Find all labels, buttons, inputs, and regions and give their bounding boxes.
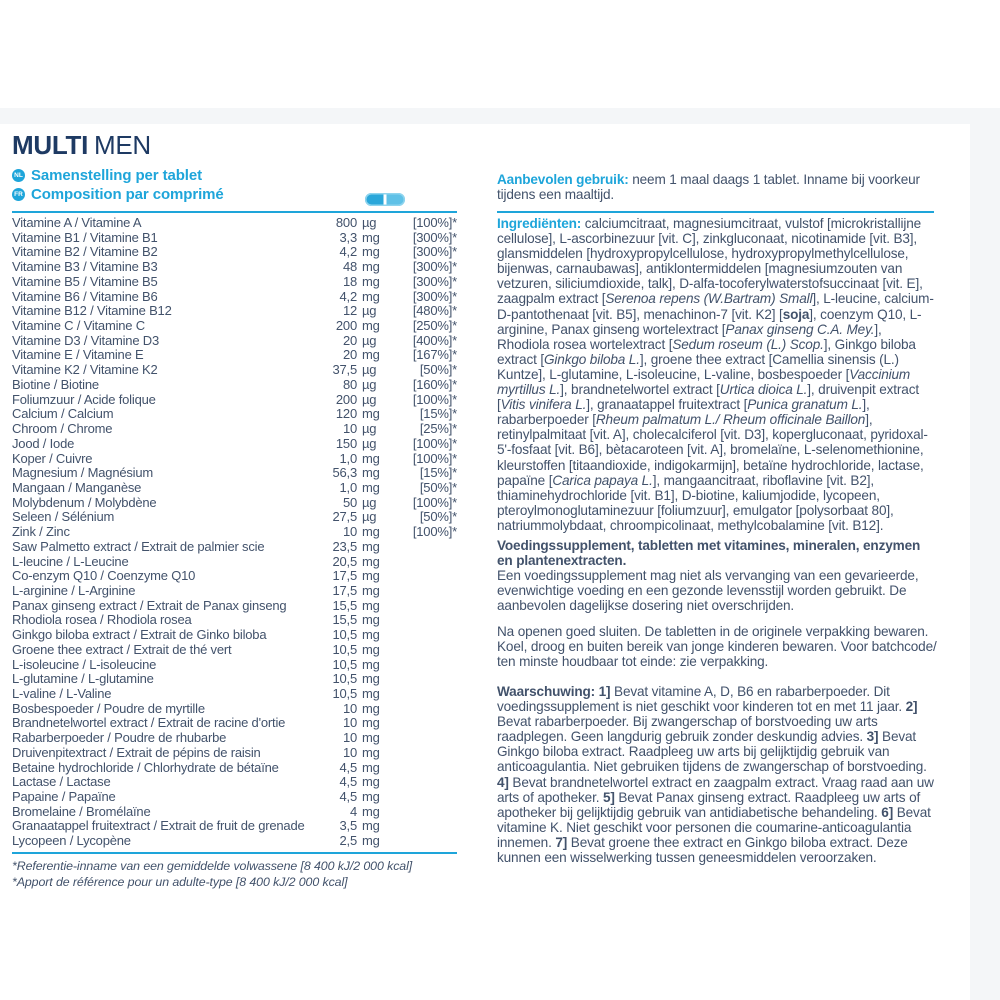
- ingredient-unit: mg: [362, 818, 380, 834]
- ingredient-reference-intake: [383, 746, 457, 761]
- ingredient-amount: 50: [342, 494, 357, 510]
- table-row: [12, 746, 457, 761]
- ingredients-paragraph: [497, 216, 937, 533]
- ingredient-reference-intake: [383, 643, 457, 658]
- ingredient-unit: mg: [362, 730, 380, 746]
- table-row: [12, 643, 457, 658]
- ingredient-unit: µg: [362, 494, 377, 510]
- table-row: [12, 834, 457, 849]
- supplement-statement: [497, 538, 937, 613]
- ingredient-name: Bosbespoeder / Poudre de myrtille: [12, 701, 205, 716]
- ingredient-amount: 10,5: [332, 686, 357, 701]
- ingredient-name: Lycopeen / Lycopène: [12, 834, 131, 849]
- ingredient-name: L-leucine / L-Leucine: [12, 554, 129, 569]
- ingredient-reference-intake: [300%]*: [412, 259, 457, 275]
- ingredient-amount: 80: [342, 376, 357, 392]
- ingredient-amount: 10: [342, 421, 357, 437]
- ingredient-name: Lactase / Lactase: [12, 775, 111, 790]
- ingredient-reference-intake: [250%]*: [412, 318, 457, 334]
- table-row: [12, 378, 457, 393]
- ingredient-reference-intake: [100%]*: [412, 391, 457, 407]
- ingredient-reference-intake: [300%]*: [412, 229, 457, 245]
- ingredient-reference-intake: [383, 819, 457, 834]
- ingredient-unit: µg: [362, 215, 377, 230]
- ingredient-unit: mg: [362, 789, 380, 805]
- ingredient-reference-intake: [383, 628, 457, 643]
- table-row: [12, 407, 457, 422]
- ingredient-name: Groene thee extract / Extrait de thé vert: [12, 642, 232, 657]
- table-row: [12, 525, 457, 540]
- tablet-icon: [365, 193, 405, 206]
- ingredient-amount: 18: [342, 273, 357, 289]
- composition-headers: [12, 166, 224, 204]
- ingredient-unit: mg: [362, 273, 380, 289]
- table-row: [12, 304, 457, 319]
- ingredient-name: Vitamine B3 / Vitamine B3: [12, 260, 158, 275]
- warning-paragraph: [497, 684, 937, 865]
- divider: [12, 852, 457, 854]
- ingredient-name: Rhodiola rosea / Rhodiola rosea: [12, 613, 192, 628]
- ingredient-name: Vitamine B12 / Vitamine B12: [12, 304, 172, 319]
- table-row: [12, 569, 457, 584]
- fr-flag-badge: FR: [12, 188, 25, 201]
- table-row: [12, 496, 457, 511]
- table-row: [12, 702, 457, 717]
- ingredient-unit: mg: [362, 568, 380, 584]
- ingredient-amount: 37,5: [332, 362, 357, 378]
- ingredient-unit: mg: [362, 833, 380, 849]
- ingredient-unit: µg: [362, 303, 377, 319]
- ingredient-name: Magnesium / Magnésium: [12, 466, 154, 481]
- ingredient-name: Papaine / Papaïne: [12, 790, 116, 805]
- ingredient-reference-intake: [383, 569, 457, 584]
- ingredient-unit: mg: [362, 347, 380, 363]
- ingredient-name: Panax ginseng extract / Extrait de Panax ginseng: [12, 598, 287, 613]
- ingredient-name: Betaine hydrochloride / Chlorhydrate de bétaïne: [12, 760, 279, 775]
- ingredient-reference-intake: [100%]*: [412, 450, 457, 466]
- ingredient-unit: mg: [362, 450, 380, 466]
- ingredient-name: Mangaan / Manganèse: [12, 480, 142, 495]
- ingredient-reference-intake: [383, 584, 457, 599]
- ingredient-name: Vitamine B1 / Vitamine B1: [12, 230, 158, 245]
- divider: [497, 211, 934, 213]
- ingredient-amount: 10: [342, 700, 357, 716]
- ingredient-reference-intake: [160%]*: [412, 376, 457, 392]
- ingredient-amount: 20: [342, 332, 357, 348]
- ingredient-name: Seleen / Sélénium: [12, 510, 115, 525]
- ingredient-amount: 150: [335, 435, 357, 451]
- ingredient-unit: µg: [362, 332, 377, 348]
- ingredient-unit: mg: [362, 686, 380, 701]
- table-row: [12, 437, 457, 452]
- ingredient-amount: 56,3: [332, 465, 357, 481]
- ingredient-name: Saw Palmetto extract / Extrait de palmier scie: [12, 539, 265, 554]
- ingredient-name: Bromelaine / Bromélaïne: [12, 804, 151, 819]
- ingredient-name: Rabarberpoeder / Poudre de rhubarbe: [12, 731, 227, 746]
- ingredient-amount: 15,5: [332, 612, 357, 628]
- ingredient-reference-intake: [400%]*: [412, 332, 457, 348]
- table-row: [12, 319, 457, 334]
- ingredient-reference-intake: [383, 540, 457, 555]
- ingredient-name: Granaatappel fruitextract / Extrait de fruit de grenade: [12, 819, 305, 834]
- ingredient-name: L-isoleucine / L-isoleucine: [12, 657, 157, 672]
- ingredient-amount: 4,5: [339, 789, 357, 805]
- ingredient-name: Vitamine C / Vitamine C: [12, 319, 145, 334]
- ingredients-label: Ingrediënten:: [497, 216, 582, 231]
- ingredient-unit: mg: [362, 553, 380, 569]
- ingredient-reference-intake: [15%]*: [419, 406, 457, 422]
- table-row: [12, 731, 457, 746]
- ingredient-amount: 3,5: [339, 818, 357, 834]
- divider: [12, 211, 457, 213]
- ingredient-amount: 23,5: [332, 538, 357, 554]
- footnote-nl: *Referentie-inname van een gemiddelde volwassene [8 400 kJ/2 000 kcal]: [12, 859, 413, 873]
- ingredient-unit: mg: [362, 612, 380, 628]
- ingredient-reference-intake: [383, 599, 457, 614]
- ingredient-unit: µg: [362, 435, 377, 451]
- table-row: [12, 555, 457, 570]
- table-row: [12, 466, 457, 481]
- table-row: [12, 687, 457, 702]
- ingredient-unit: mg: [362, 538, 380, 554]
- ingredient-unit: mg: [362, 641, 380, 657]
- ingredient-amount: 4: [349, 803, 357, 819]
- ingredient-amount: 10,5: [332, 656, 357, 672]
- ingredient-amount: 48: [342, 259, 357, 275]
- table-row: [12, 628, 457, 643]
- ingredient-reference-intake: [383, 702, 457, 717]
- table-row: [12, 510, 457, 525]
- ingredient-reference-intake: [383, 805, 457, 820]
- ingredient-reference-intake: [383, 834, 457, 849]
- ingredient-amount: 120: [335, 406, 357, 422]
- ingredient-unit: mg: [362, 759, 380, 775]
- ingredient-reference-intake: [383, 731, 457, 746]
- ingredient-reference-intake: [480%]*: [412, 303, 457, 319]
- ingredient-name: Vitamine K2 / Vitamine K2: [12, 363, 158, 378]
- ingredient-reference-intake: [167%]*: [412, 347, 457, 363]
- ingredient-name: Brandnetelwortel extract / Extrait de racine d'ortie: [12, 716, 286, 731]
- ingredient-unit: mg: [362, 229, 380, 245]
- table-row: [12, 658, 457, 673]
- table-row: [12, 599, 457, 614]
- ingredient-reference-intake: [383, 790, 457, 805]
- storage-instructions: [497, 624, 937, 669]
- ingredient-name: Vitamine A / Vitamine A: [12, 216, 142, 230]
- table-row: [12, 819, 457, 834]
- usage-paragraph: [497, 172, 937, 202]
- ingredient-amount: 20,5: [332, 553, 357, 569]
- ingredient-unit: µg: [362, 376, 377, 392]
- ingredient-name: Biotine / Biotine: [12, 377, 99, 392]
- table-row: [12, 334, 457, 349]
- ingredient-unit: mg: [362, 700, 380, 716]
- ingredient-unit: mg: [362, 244, 380, 260]
- ingredient-amount: 17,5: [332, 582, 357, 598]
- ingredient-reference-intake: [300%]*: [412, 273, 457, 289]
- ingredient-unit: µg: [362, 362, 377, 378]
- ingredient-amount: 10,5: [332, 627, 357, 643]
- title-primary: MULTI: [12, 130, 88, 160]
- ingredient-unit: µg: [362, 421, 377, 437]
- ingredient-unit: mg: [362, 406, 380, 422]
- ingredient-unit: mg: [362, 627, 380, 643]
- table-row: [12, 613, 457, 628]
- ingredient-name: Foliumzuur / Acide folique: [12, 392, 156, 407]
- ingredient-reference-intake: [100%]*: [412, 215, 457, 230]
- table-row: [12, 422, 457, 437]
- table-row: [12, 363, 457, 378]
- ingredient-unit: mg: [362, 318, 380, 334]
- ingredient-name: Druivenpitextract / Extrait de pépins de raisin: [12, 745, 261, 760]
- ingredient-amount: 15,5: [332, 597, 357, 613]
- ingredient-name: Molybdenum / Molybdène: [12, 495, 157, 510]
- table-row: [12, 348, 457, 363]
- ingredient-reference-intake: [100%]*: [412, 435, 457, 451]
- ingredient-name: L-valine / L-Valine: [12, 687, 112, 701]
- table-row: [12, 790, 457, 805]
- ingredient-unit: mg: [362, 259, 380, 275]
- usage-text: neem 1 maal daags 1 tablet. Inname bij voorkeur tijdens een maaltijd.: [497, 172, 920, 203]
- table-row: [12, 761, 457, 776]
- ingredient-name: Chroom / Chrome: [12, 422, 113, 437]
- ingredient-amount: 2,5: [339, 833, 357, 849]
- ingredient-name: Vitamine B5 / Vitamine B5: [12, 274, 158, 289]
- title-secondary: MEN: [94, 130, 151, 160]
- ingredient-name: Zink / Zinc: [12, 525, 70, 540]
- ingredient-reference-intake: [383, 761, 457, 776]
- table-row: [12, 584, 457, 599]
- ingredient-reference-intake: [50%]*: [419, 509, 457, 525]
- table-row: [12, 775, 457, 790]
- ingredient-amount: 3,3: [339, 229, 357, 245]
- ingredient-reference-intake: [383, 672, 457, 687]
- table-row: [12, 290, 457, 305]
- ingredient-reference-intake: [300%]*: [412, 288, 457, 304]
- table-row: [12, 275, 457, 290]
- ingredient-unit: mg: [362, 524, 380, 540]
- ingredient-amount: 4,5: [339, 759, 357, 775]
- table-row: [12, 540, 457, 555]
- ingredient-unit: µg: [362, 391, 377, 407]
- ingredient-name: Vitamine B2 / Vitamine B2: [12, 245, 158, 260]
- ingredient-amount: 27,5: [332, 509, 357, 525]
- header-fr-label: Composition par comprimé: [31, 186, 224, 203]
- table-row: [12, 245, 457, 260]
- ingredient-name: Vitamine D3 / Vitamine D3: [12, 333, 159, 348]
- ingredient-unit: mg: [362, 656, 380, 672]
- ingredient-reference-intake: [300%]*: [412, 244, 457, 260]
- page-edge-top: [0, 108, 1000, 124]
- ingredient-reference-intake: [50%]*: [419, 479, 457, 495]
- table-row: [12, 672, 457, 687]
- nl-flag-badge: NL: [12, 169, 25, 182]
- ingredient-reference-intake: [383, 555, 457, 570]
- ingredient-unit: mg: [362, 479, 380, 495]
- ingredient-unit: mg: [362, 465, 380, 481]
- ingredient-reference-intake: [383, 658, 457, 673]
- ingredient-reference-intake: [100%]*: [412, 494, 457, 510]
- table-row: [12, 231, 457, 246]
- ingredient-amount: 200: [335, 318, 357, 334]
- ingredient-reference-intake: [50%]*: [419, 362, 457, 378]
- ingredient-unit: mg: [362, 774, 380, 790]
- ingredient-amount: 10,5: [332, 671, 357, 687]
- ingredient-name: Jood / Iode: [12, 436, 75, 451]
- supplement-heading: Voedingssupplement, tabletten met vitamines, mineralen, enzymen en plantenextracten.: [497, 538, 921, 569]
- ingredient-amount: 1,0: [339, 479, 357, 495]
- ingredient-amount: 4,2: [339, 288, 357, 304]
- ingredient-amount: 12: [342, 303, 357, 319]
- ingredient-unit: mg: [362, 582, 380, 598]
- ingredient-amount: 800: [335, 215, 357, 230]
- page-edge-right: [970, 108, 1000, 1000]
- ingredient-reference-intake: [383, 613, 457, 628]
- header-nl-label: Samenstelling per tablet: [31, 167, 202, 184]
- table-row: [12, 805, 457, 820]
- table-row: [12, 716, 457, 731]
- footnote-fr: *Apport de référence pour un adulte-type [8 400 kJ/2 000 kcal]: [12, 874, 348, 889]
- ingredient-name: Vitamine E / Vitamine E: [12, 348, 144, 363]
- storage-text: Na openen goed sluiten. De tabletten in de originele verpakking bewaren. Koel, droog en buiten bereik van jonge kinderen bewaren. Voor batchcode/ ten minste houdbaar tot einde: zie verpakking.: [497, 624, 937, 670]
- ingredient-name: Vitamine B6 / Vitamine B6: [12, 289, 158, 304]
- ingredient-unit: mg: [362, 744, 380, 760]
- table-row: [12, 452, 457, 467]
- ingredient-name: L-arginine / L-Arginine: [12, 583, 136, 598]
- ingredient-name: Calcium / Calcium: [12, 407, 114, 422]
- ingredient-reference-intake: [383, 775, 457, 790]
- supplement-body: Een voedingssupplement mag niet als vervanging van een gevarieerde, evenwichtige voeding en een gezonde levensstijl worden gebruikt. De aanbevolen dagelijkse dosering niet overschrijden.: [497, 568, 919, 614]
- ingredient-amount: 1,0: [339, 450, 357, 466]
- table-row: [12, 481, 457, 496]
- ingredients-text: calciumcitraat, magnesiumcitraat, vulstof [microkristallijne cellulose], L-ascorbinezuur [vit. C], zinkgluconaat, nicotinamide [vit. B3], glansmiddelen [hydroxypropylcellulose, hydroxypropylmethylcellulose, bijenwas, carnaubawas], antiklontermiddelen [magnesiumzouten van vetzuren, siliciumdioxide, talk], D-alfa-tocoferylwaterstofsuccinaat [vit. E], zaagpalm extract [Serenoa repens (W.Bartram) Small], L-leucine, calcium-D-pantothenaat [vit. B5], menachinon-7 [vit. K2] [soja], coenzym Q10, L-arginine, Panax ginseng wortelextract [Panax ginseng C.A. Mey.], Rhodiola rosea wortelextract [Sedum roseum (L.) Scop.], Ginkgo biloba extract [Ginkgo biloba L.], groene thee extract [Camellia sinensis (L.) Kuntze], L-glutamine, L-isoleucine, L-valine, bosbespoeder [Vaccinium myrtillus L.], brandnetelwortel extract [Urtica dioica L.], druivenpit extract [Vitis vinifera L.], granaatappel fruitextract [Punica granatum L.], rabarberpoeder [Rheum palmatum L./ Rheum officinale Baillon], retinylpalmitaat [vit. A], cholecalciferol [vit. D3], kopergluconaat, pyridoxal-5'-fosfaat [vit. B6], bètacaroteen [vit. A], bromelaïne, L-selenomethionine, kleurstoffen [titaandioxide, indigokarmijn], betaïne hydrochloride, lactase, papaïne [Carica papaya L.], mangaancitraat, riboflavine [vit. B2], thiaminehydrochloride [vit. B1], D-biotine, kaliumjodide, lycopeen, pteroylmonoglutaminezuur [foliumzuur], emulgator [polysorbaat 80], natriummolybdaat, chroompicolinaat, methylcobalamine [vit. B12].: [497, 216, 934, 533]
- header-nl: [12, 166, 224, 185]
- ingredient-unit: mg: [362, 597, 380, 613]
- ingredient-name: Co-enzym Q10 / Coenzyme Q10: [12, 569, 196, 584]
- ingredient-amount: 10,5: [332, 641, 357, 657]
- ingredient-amount: 10: [342, 730, 357, 746]
- ingredient-unit: mg: [362, 715, 380, 731]
- ingredient-name: Ginkgo biloba extract / Extrait de Ginko biloba: [12, 628, 267, 643]
- table-row: [12, 260, 457, 275]
- warning-text: Waarschuwing: 1] Bevat vitamine A, D, B6 en rabarberpoeder. Dit voedingssupplement is niet geschikt voor kinderen tot en met 11 jaar. 2] Bevat rabarberpoeder. Bij zwangerschap of borstvoeding uw arts raadplegen. Geen langdurig gebruik zonder deskundig advies. 3] Bevat Ginkgo biloba extract. Raadpleeg uw arts bij gelijktijdig gebruik van anticoagulantia. Niet gebruiken tijdens de zwangerschap of borstvoeding. 4] Bevat brandnetelwortel extract en zaagpalm extract. Vraag raad aan uw arts of apotheker. 5] Bevat Panax ginseng extract. Raadpleeg uw arts of apotheker bij gelijktijdig gebruik van antidiabetische behandeling. 6] Bevat vitamine K. Niet geschikt voor personen die coumarine-anticoagulantia innemen. 7] Bevat groene thee extract en Ginkgo biloba extract. Deze kunnen een wisselwerking tussen geneesmiddelen veroorzaken.: [497, 684, 934, 866]
- ingredient-unit: µg: [362, 509, 377, 525]
- ingredient-amount: 10: [342, 715, 357, 731]
- ingredient-reference-intake: [100%]*: [412, 524, 457, 540]
- ingredient-amount: 20: [342, 347, 357, 363]
- table-row: [12, 216, 457, 231]
- ingredient-amount: 200: [335, 391, 357, 407]
- ingredient-amount: 10: [342, 524, 357, 540]
- ingredient-reference-intake: [383, 687, 457, 702]
- ingredient-name: Koper / Cuivre: [12, 451, 93, 466]
- ingredient-amount: 17,5: [332, 568, 357, 584]
- ingredient-amount: 4,2: [339, 244, 357, 260]
- ingredient-reference-intake: [15%]*: [419, 465, 457, 481]
- ingredient-amount: 4,5: [339, 774, 357, 790]
- ingredient-name: L-glutamine / L-glutamine: [12, 672, 154, 687]
- header-fr: [12, 185, 224, 204]
- ingredient-unit: mg: [362, 288, 380, 304]
- ingredient-amount: 10: [342, 744, 357, 760]
- table-row: [12, 393, 457, 408]
- page-title: [12, 131, 151, 159]
- ingredient-reference-intake: [383, 716, 457, 731]
- composition-table: [12, 216, 457, 849]
- ingredient-unit: mg: [362, 671, 380, 687]
- ingredient-unit: mg: [362, 803, 380, 819]
- reference-footnotes: [12, 859, 412, 890]
- ingredient-reference-intake: [25%]*: [419, 421, 457, 437]
- usage-label: Aanbevolen gebruik:: [497, 172, 629, 187]
